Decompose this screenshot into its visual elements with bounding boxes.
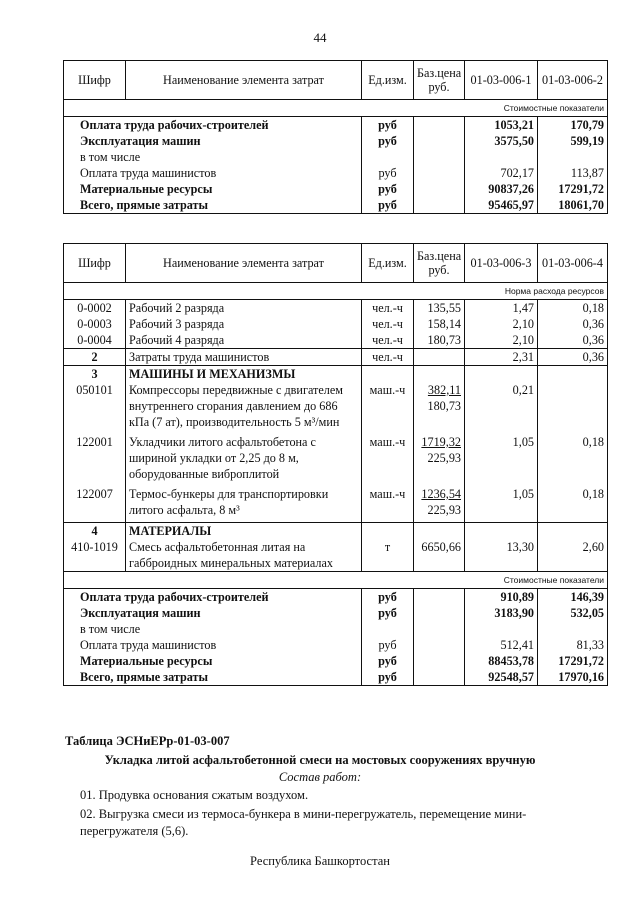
- labor-row: [64, 316, 608, 332]
- resource-code: 0-0003: [64, 316, 126, 332]
- header-col1: 01-03-006-3: [465, 244, 538, 283]
- resource-name: Укладчики литого асфальтобетона с шириной укладки от 2,25 до 8 м, оборудованные виброплитой: [126, 434, 362, 486]
- cost-value-1: 88453,78: [465, 653, 538, 669]
- resource-unit: маш.-ч: [362, 382, 414, 434]
- cost-base-empty: [414, 589, 465, 606]
- resource-name: Рабочий 4 разряда: [126, 332, 362, 349]
- cost-row: [64, 181, 608, 197]
- material-row: [64, 539, 608, 572]
- cost-base-empty: [414, 133, 465, 149]
- cost-base-empty: [414, 605, 465, 621]
- header-base-price: Баз.цена руб.: [414, 61, 465, 100]
- resource-base-price: [414, 366, 465, 383]
- resource-norm-2: 0,18: [538, 434, 608, 486]
- section-row: [64, 523, 608, 540]
- cost-row: [64, 653, 608, 669]
- header-code: Шифр: [64, 61, 126, 100]
- cost-name: Всего, прямые затраты: [64, 197, 362, 214]
- cost-name: Эксплуатация машин: [64, 605, 362, 621]
- cost-base-empty: [414, 197, 465, 214]
- cost-name: Оплата труда машинистов: [64, 165, 362, 181]
- cost-unit: руб: [362, 605, 414, 621]
- cost-base-empty: [414, 621, 465, 637]
- resource-code: 2: [64, 349, 126, 366]
- resource-name: Термос-бункеры для транспортировки литого асфальта, 8 м³: [126, 486, 362, 523]
- table-subtitle: Укладка литой асфальтобетонной смеси на мостовых сооружениях вручную: [104, 753, 536, 767]
- resource-unit: маш.-ч: [362, 486, 414, 523]
- cost-value-1: 910,89: [465, 589, 538, 606]
- header-name: Наименование элемента затрат: [126, 61, 362, 100]
- cost-value-1: [465, 149, 538, 165]
- resource-code: 122007: [64, 486, 126, 523]
- cost-name: в том числе: [64, 621, 362, 637]
- resource-norm-1: 2,31: [465, 349, 538, 366]
- resource-base-price: 135,55: [414, 300, 465, 317]
- resource-unit: маш.-ч: [362, 434, 414, 486]
- cost-name: Оплата труда рабочих-строителей: [64, 117, 362, 134]
- banner-row: [64, 572, 608, 589]
- resource-norm-banner: Норма расхода ресурсов: [64, 283, 608, 300]
- resource-unit: т: [362, 539, 414, 572]
- resource-table-01-03-006-3-4: [63, 243, 608, 686]
- section-row: [64, 366, 608, 383]
- cost-value-2: 81,33: [538, 637, 608, 653]
- resource-norm-1: 1,47: [465, 300, 538, 317]
- cost-indicators-banner: Стоимостные показатели: [64, 572, 608, 589]
- cost-row: [64, 165, 608, 181]
- cost-row: [64, 117, 608, 134]
- resource-norm-1: 1,05: [465, 434, 538, 486]
- table-body: [64, 61, 608, 214]
- resource-norm-2: 0,18: [538, 300, 608, 317]
- cost-unit: руб: [362, 669, 414, 686]
- resource-unit: чел.-ч: [362, 300, 414, 317]
- cost-name: Всего, прямые затраты: [64, 669, 362, 686]
- resource-code: 0-0004: [64, 332, 126, 349]
- machine-price-labor: 225,93: [427, 451, 461, 465]
- resource-norm-2: 0,18: [538, 486, 608, 523]
- cost-unit: руб: [362, 653, 414, 669]
- machinist-row: [64, 349, 608, 366]
- cost-row: [64, 621, 608, 637]
- resource-base-price: [414, 486, 465, 523]
- resource-table-01-03-006-1-2: [63, 60, 608, 214]
- cost-row: [64, 149, 608, 165]
- header-row: [64, 244, 608, 283]
- resource-norm-2: [538, 382, 608, 434]
- machine-price-labor: 180,73: [427, 399, 461, 413]
- resource-norm-2: [538, 366, 608, 383]
- cost-unit: руб: [362, 181, 414, 197]
- machine-price-total: 1719,32: [421, 435, 461, 449]
- cost-value-1: 92548,57: [465, 669, 538, 686]
- cost-unit: руб: [362, 165, 414, 181]
- resource-base-price: 6650,66: [414, 539, 465, 572]
- resource-unit: [362, 523, 414, 540]
- resource-norm-2: 2,60: [538, 539, 608, 572]
- cost-value-2: 17291,72: [538, 181, 608, 197]
- resource-norm-1: [465, 366, 538, 383]
- header-col2: 01-03-006-4: [538, 244, 608, 283]
- resource-code: 0-0002: [64, 300, 126, 317]
- cost-value-1: 90837,26: [465, 181, 538, 197]
- cost-row: [64, 669, 608, 686]
- resource-name: Компрессоры передвижные с двигателем внутреннего сгорания давлением до 686 кПа (7 ат), производительность 5 м³/мин: [126, 382, 362, 434]
- banner-row: [64, 100, 608, 117]
- cost-value-1: 1053,21: [465, 117, 538, 134]
- resource-unit: [362, 366, 414, 383]
- machine-price-total: 382,11: [427, 383, 461, 397]
- cost-base-empty: [414, 653, 465, 669]
- cost-indicators-banner: Стоимостные показатели: [64, 100, 608, 117]
- cost-value-2: 17970,16: [538, 669, 608, 686]
- resource-base-price: 158,14: [414, 316, 465, 332]
- cost-value-1: 512,41: [465, 637, 538, 653]
- cost-value-1: [465, 621, 538, 637]
- cost-row: [64, 133, 608, 149]
- resource-norm-2: 0,36: [538, 316, 608, 332]
- cost-value-2: 146,39: [538, 589, 608, 606]
- resource-norm-1: 2,10: [465, 332, 538, 349]
- header-unit: Ед.изм.: [362, 61, 414, 100]
- cost-value-2: 170,79: [538, 117, 608, 134]
- resource-name: Затраты труда машинистов: [126, 349, 362, 366]
- cost-value-1: 3183,90: [465, 605, 538, 621]
- machine-row: [64, 434, 608, 486]
- resource-unit: чел.-ч: [362, 349, 414, 366]
- cost-unit: руб: [362, 117, 414, 134]
- cost-base-empty: [414, 165, 465, 181]
- cost-base-empty: [414, 181, 465, 197]
- machine-price-labor: 225,93: [427, 503, 461, 517]
- table-caption: Таблица ЭСНиЕРр-01-03-007: [65, 734, 230, 748]
- work-item: 01. Продувка основания сжатым воздухом.: [80, 788, 309, 802]
- resource-base-price: [414, 382, 465, 434]
- cost-base-empty: [414, 637, 465, 653]
- resource-norm-1: 1,05: [465, 486, 538, 523]
- cost-unit: руб: [362, 197, 414, 214]
- resource-unit: чел.-ч: [362, 316, 414, 332]
- cost-value-2: 532,05: [538, 605, 608, 621]
- labor-row: [64, 332, 608, 349]
- cost-value-1: 95465,97: [465, 197, 538, 214]
- resource-norm-2: 0,36: [538, 332, 608, 349]
- labor-row: [64, 300, 608, 317]
- cost-unit: [362, 621, 414, 637]
- resource-base-price: [414, 434, 465, 486]
- resource-base-price: [414, 349, 465, 366]
- cost-name: Оплата труда рабочих-строителей: [64, 589, 362, 606]
- cost-name: Материальные ресурсы: [64, 653, 362, 669]
- cost-name: Материальные ресурсы: [64, 181, 362, 197]
- resource-name: Рабочий 2 разряда: [126, 300, 362, 317]
- resource-norm-2: [538, 523, 608, 540]
- banner-row: [64, 283, 608, 300]
- header-unit: Ед.изм.: [362, 244, 414, 283]
- resource-norm-1: 0,21: [465, 382, 538, 434]
- cost-row: [64, 637, 608, 653]
- resource-base-price: [414, 523, 465, 540]
- resource-name: МАТЕРИАЛЫ: [126, 523, 362, 540]
- cost-value-2: 113,87: [538, 165, 608, 181]
- cost-row: [64, 197, 608, 214]
- resource-norm-1: 2,10: [465, 316, 538, 332]
- machine-row: [64, 382, 608, 434]
- cost-row: [64, 589, 608, 606]
- cost-value-1: 3575,50: [465, 133, 538, 149]
- header-col2: 01-03-006-2: [538, 61, 608, 100]
- resource-code: 4: [64, 523, 126, 540]
- cost-unit: руб: [362, 133, 414, 149]
- resource-name: Рабочий 3 разряда: [126, 316, 362, 332]
- resource-base-price: 180,73: [414, 332, 465, 349]
- table-body: [64, 244, 608, 686]
- cost-name: Эксплуатация машин: [64, 133, 362, 149]
- footer: Республика Башкортостан: [250, 854, 390, 868]
- resource-norm-2: 0,36: [538, 349, 608, 366]
- resource-code: 3: [64, 366, 126, 383]
- resource-norm-1: 13,30: [465, 539, 538, 572]
- cost-value-2: 599,19: [538, 133, 608, 149]
- machine-price-total: 1236,54: [421, 487, 461, 501]
- machine-row: [64, 486, 608, 523]
- resource-name: МАШИНЫ И МЕХАНИЗМЫ: [126, 366, 362, 383]
- cost-name: Оплата труда машинистов: [64, 637, 362, 653]
- composition-heading: Состав работ:: [278, 770, 362, 784]
- cost-name: в том числе: [64, 149, 362, 165]
- cost-value-2: 17291,72: [538, 653, 608, 669]
- cost-unit: руб: [362, 589, 414, 606]
- header-row: [64, 61, 608, 100]
- header-col1: 01-03-006-1: [465, 61, 538, 100]
- cost-unit: руб: [362, 637, 414, 653]
- resource-code: 050101: [64, 382, 126, 434]
- header-name: Наименование элемента затрат: [126, 244, 362, 283]
- cost-base-empty: [414, 669, 465, 686]
- cost-unit: [362, 149, 414, 165]
- resource-code: 410-1019: [64, 539, 126, 572]
- header-base-price: Баз.цена руб.: [414, 244, 465, 283]
- cost-base-empty: [414, 149, 465, 165]
- cost-value-1: 702,17: [465, 165, 538, 181]
- cost-value-2: [538, 621, 608, 637]
- resource-name: Смесь асфальтобетонная литая на габброидных минеральных материалах: [126, 539, 362, 572]
- header-code: Шифр: [64, 244, 126, 283]
- resource-norm-1: [465, 523, 538, 540]
- cost-row: [64, 605, 608, 621]
- resource-code: 122001: [64, 434, 126, 486]
- cost-value-2: [538, 149, 608, 165]
- resource-unit: чел.-ч: [362, 332, 414, 349]
- work-item: 02. Выгрузка смеси из термоса-бункера в мини-перегружатель, перемещение мини-перегружателя (5,6).: [80, 807, 527, 838]
- cost-value-2: 18061,70: [538, 197, 608, 214]
- cost-base-empty: [414, 117, 465, 134]
- page-number: 44: [313, 30, 327, 45]
